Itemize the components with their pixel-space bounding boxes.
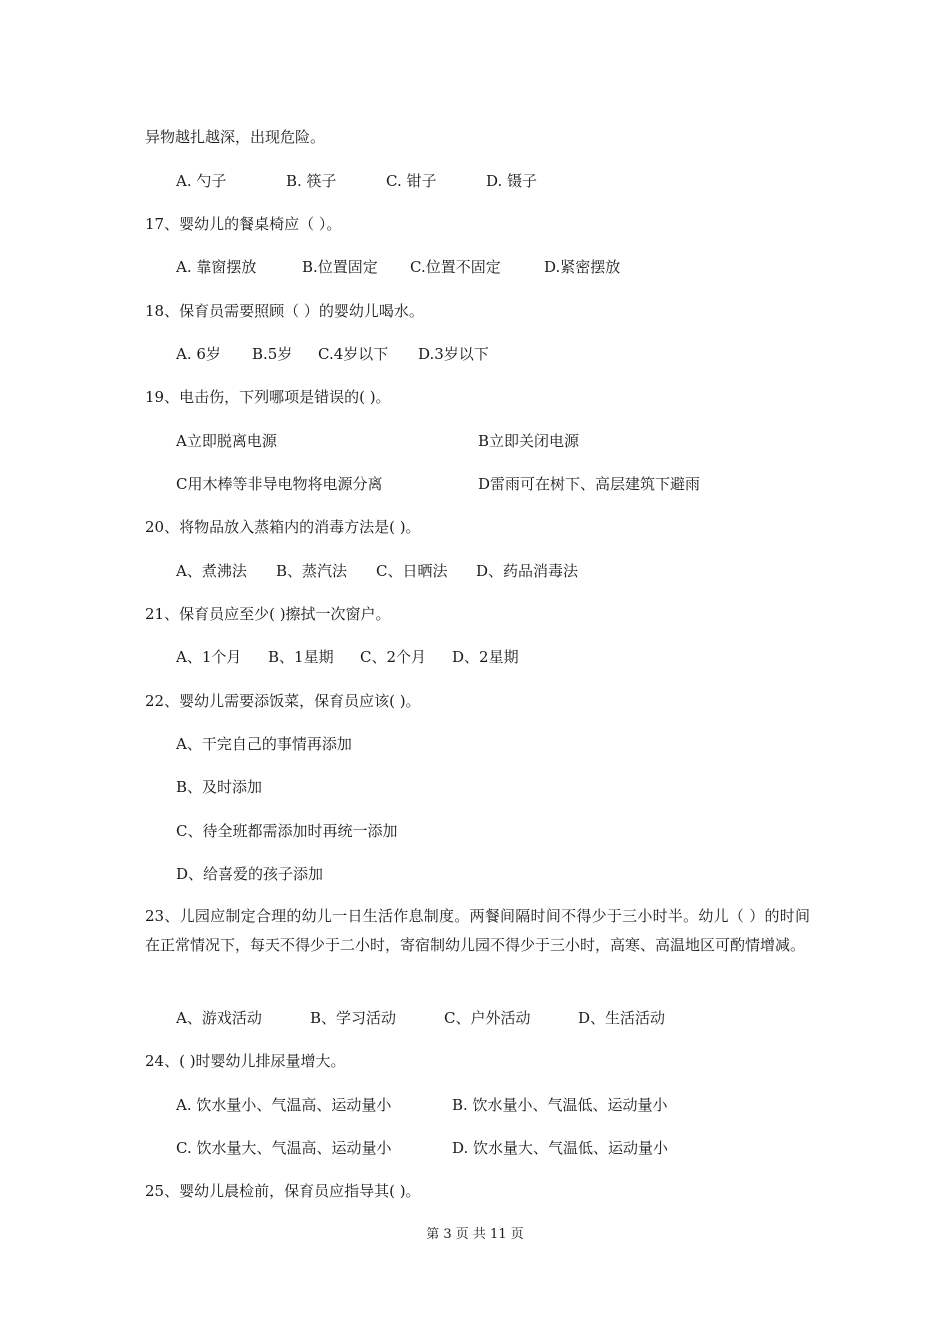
option-b: B、学习活动 (310, 1009, 397, 1027)
option-d: D、2星期 (452, 648, 519, 666)
option-a: A、1个月 (176, 648, 242, 666)
question-21: 21、保育员应至少( )擦拭一次窗户。 (145, 605, 391, 623)
text-line: 异物越扎越深，出现危险。 (145, 128, 326, 146)
question-19: 19、电击伤，下列哪项是错误的( )。 (145, 388, 391, 406)
option-row-18 (176, 343, 489, 365)
question-17: 17、婴幼儿的餐桌椅应（ ）。 (145, 215, 342, 233)
option-a: A、煮沸法 (176, 562, 247, 580)
option-a: A. 勺子 (176, 172, 227, 190)
question-23: 23、儿园应制定合理的幼儿一日生活作息制度。两餐间隔时间不得少于三小时半。幼儿（ ）的时间在正常情况下，每天不得少于二小时，寄宿制幼儿园不得少于三小时，高寒、高温地区可酌情增减。 (145, 907, 810, 954)
option-d: D雷雨可在树下、高层建筑下避雨 (478, 475, 701, 493)
option-a: A、游戏活动 (176, 1009, 262, 1027)
option-row-21 (176, 646, 519, 668)
option-d: D、药品消毒法 (476, 562, 579, 580)
option-c: C、待全班都需添加时再统一添加 (176, 822, 398, 840)
question-18: 18、保育员需要照顾（ ）的婴幼儿喝水。 (145, 302, 424, 320)
option-c: C、日晒法 (376, 562, 448, 580)
option-b: B.位置固定 (302, 258, 378, 276)
option-a: A. 靠窗摆放 (176, 258, 257, 276)
option-b: B、1星期 (268, 648, 334, 666)
option-d: D.紧密摆放 (544, 258, 621, 276)
option-row-17 (176, 256, 620, 278)
option-c: C、2个月 (360, 648, 427, 666)
option-b: B. 筷子 (286, 172, 337, 190)
option-b: B立即关闭电源 (478, 432, 580, 450)
option-a: A立即脱离电源 (176, 432, 277, 450)
option-a: A. 6岁 (176, 345, 221, 363)
option-b: B.5岁 (252, 345, 293, 363)
option-row-16 (176, 170, 537, 192)
option-b: B、蒸汽法 (276, 562, 348, 580)
option-c: C.位置不固定 (410, 258, 501, 276)
question-25: 25、婴幼儿晨检前，保育员应指导其( )。 (145, 1182, 421, 1200)
option-d: D. 饮水量大、气温低、运动量小 (452, 1139, 669, 1157)
option-a: A. 饮水量小、气温高、运动量小 (176, 1096, 392, 1114)
question-22: 22、婴幼儿需要添饭菜，保育员应该( )。 (145, 692, 421, 710)
option-d: D.3岁以下 (418, 345, 489, 363)
option-d: D、给喜爱的孩子添加 (176, 865, 324, 883)
option-c: C. 饮水量大、气温高、运动量小 (176, 1139, 392, 1157)
option-c: C. 钳子 (386, 172, 437, 190)
question-24: 24、( )时婴幼儿排尿量增大。 (145, 1052, 346, 1070)
option-d: D、生活活动 (578, 1009, 666, 1027)
page-footer: 第 3 页 共 11 页 (426, 1227, 524, 1242)
option-b: B、及时添加 (176, 778, 263, 796)
option-a: A、干完自己的事情再添加 (176, 735, 352, 753)
option-c: C.4岁以下 (318, 345, 389, 363)
option-row-23 (176, 1007, 665, 1029)
option-c: C、户外活动 (444, 1009, 531, 1027)
option-b: B. 饮水量小、气温低、运动量小 (452, 1096, 668, 1114)
option-c: C用木棒等非导电物将电源分离 (176, 475, 383, 493)
option-d: D. 镊子 (486, 172, 538, 190)
option-row-20 (176, 560, 578, 582)
question-20: 20、将物品放入蒸箱内的消毒方法是( )。 (145, 518, 421, 536)
